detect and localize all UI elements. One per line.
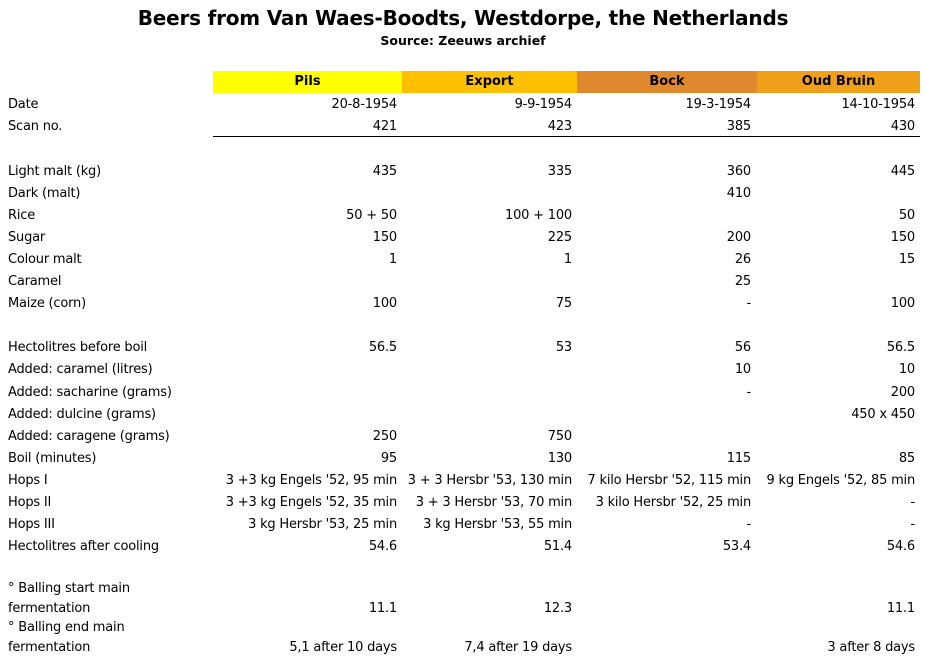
table-cell: 360 [726,164,751,179]
table-cell: 115 [726,451,751,466]
table-cell: 100 [890,296,915,311]
table-cell: 20-8-1954 [331,97,397,112]
table-cell: 3 kg Hersbr '53, 55 min [423,517,572,532]
table-cell: 200 [726,230,751,245]
row-label: Scan no. [8,119,63,134]
sheet-title: Beers from Van Waes-Boodts, Westdorpe, the Netherlands [137,6,789,30]
row-label: Hops II [8,495,52,510]
table-cell: - [746,385,751,400]
table-cell: 445 [890,164,915,179]
table-cell: 25 [734,274,751,289]
table-cell: 7,4 after 19 days [464,640,572,655]
row-label: Hops III [8,517,55,532]
table-cell: 56.5 [368,340,397,355]
table-cell: 225 [547,230,572,245]
row-label: Added: sacharine (grams) [8,385,172,400]
table-cell: 100 + 100 [505,208,572,223]
column-header-pils: Pils [213,71,402,93]
table-cell: 15 [898,252,915,267]
table-cell: 3 + 3 Hersbr '53, 130 min [407,473,572,488]
table-cell: 150 [372,230,397,245]
table-cell: 53 [555,340,572,355]
row-label: Caramel [8,274,62,289]
table-cell: 85 [898,451,915,466]
table-cell: 430 [890,119,915,134]
row-label: Rice [8,208,35,223]
table-cell: 56 [734,340,751,355]
table-cell: 335 [547,164,572,179]
row-label: Boil (minutes) [8,451,97,466]
table-cell: 385 [726,119,751,134]
row-label: Date [8,97,39,112]
table-cell: 100 [372,296,397,311]
table-cell: 3 kilo Hersbr '52, 25 min [595,495,751,510]
row-label: fermentation [8,640,91,655]
table-cell: 1 [563,252,572,267]
table-cell: 19-3-1954 [685,97,751,112]
table-cell: 250 [372,429,397,444]
column-header-bock: Bock [577,71,757,93]
row-label: Dark (malt) [8,186,81,201]
table-cell: 5,1 after 10 days [289,640,397,655]
column-header-export: Export [402,71,577,93]
table-cell: 54.6 [368,539,397,554]
table-cell: - [746,296,751,311]
table-cell: 50 [898,208,915,223]
table-cell: 12.3 [543,601,572,616]
table-cell: 14-10-1954 [841,97,915,112]
table-cell: 3 kg Hersbr '53, 25 min [248,517,397,532]
table-cell: - [910,517,915,532]
table-cell: 75 [555,296,572,311]
table-cell: - [746,517,751,532]
table-cell: 53.4 [722,539,751,554]
table-cell: 3 +3 kg Engels '52, 95 min [225,473,397,488]
row-label: ° Balling start main [8,581,130,596]
table-cell: 750 [547,429,572,444]
row-label: Hectolitres before boil [8,340,148,355]
table-cell: 1 [388,252,397,267]
table-cell: 50 + 50 [346,208,397,223]
row-label: Colour malt [8,252,82,267]
table-cell: 130 [547,451,572,466]
table-cell: 51.4 [543,539,572,554]
table-cell: 421 [372,119,397,134]
table-cell: 3 after 8 days [827,640,915,655]
table-cell: 3 +3 kg Engels '52, 35 min [225,495,397,510]
row-label: fermentation [8,601,91,616]
table-cell: 7 kilo Hersbr '52, 115 min [587,473,751,488]
table-cell: 3 + 3 Hersbr '53, 70 min [415,495,572,510]
row-label: ° Balling end main [8,620,125,635]
row-label: Hectolitres after cooling [8,539,159,554]
table-cell: 11.1 [886,601,915,616]
table-cell: 10 [734,362,751,377]
table-cell: 150 [890,230,915,245]
sheet-subtitle: Source: Zeeuws archief [380,33,546,48]
table-cell: 9 kg Engels '52, 85 min [766,473,915,488]
table-cell: 200 [890,385,915,400]
table-cell: 56.5 [886,340,915,355]
table-cell: - [910,495,915,510]
column-header-oud-bruin: Oud Bruin [757,71,920,93]
table-cell: 410 [726,186,751,201]
table-cell: 10 [898,362,915,377]
table-cell: 11.1 [368,601,397,616]
table-cell: 26 [734,252,751,267]
row-label: Sugar [8,230,46,245]
row-label: Maize (corn) [8,296,86,311]
table-cell: 9-9-1954 [514,97,572,112]
table-cell: 450 x 450 [851,407,915,422]
table-cell: 54.6 [886,539,915,554]
table-cell: 423 [547,119,572,134]
table-cell: 95 [380,451,397,466]
table-cell: 435 [372,164,397,179]
row-label: Hops I [8,473,48,488]
row-label: Added: dulcine (grams) [8,407,156,422]
row-label: Added: caragene (grams) [8,429,170,444]
row-label: Light malt (kg) [8,164,101,179]
row-label: Added: caramel (litres) [8,362,153,377]
